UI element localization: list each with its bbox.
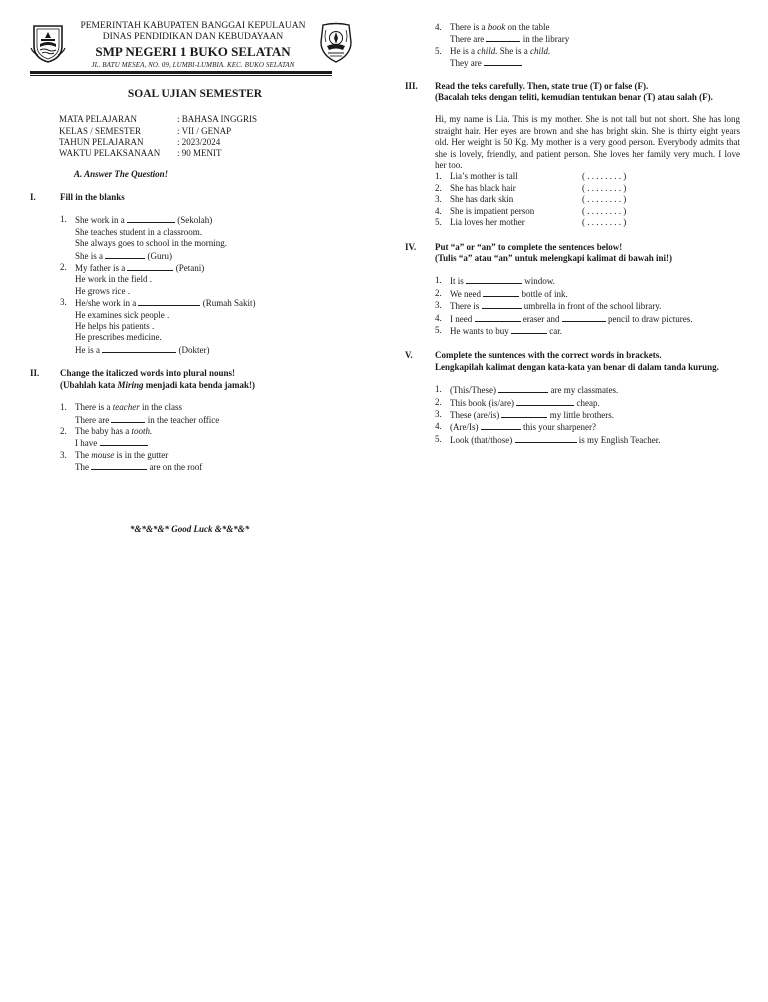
question-item: [60, 214, 340, 262]
left-column: [30, 20, 340, 474]
answer-blank[interactable]: [102, 344, 176, 353]
section-body: [435, 81, 740, 229]
exam-title: SOAL UJIAN SEMESTER: [127, 88, 263, 100]
answer-blank[interactable]: [562, 313, 606, 322]
question-text-part: She is a: [75, 250, 103, 261]
question-number: 1.: [435, 275, 442, 286]
italic-word: child.: [477, 45, 498, 56]
section-3: [405, 81, 740, 229]
statement-text: She is impatient person: [450, 205, 535, 216]
question-text-part: in the teacher office: [147, 414, 220, 425]
question-text: [75, 297, 340, 356]
question-text-part: They are: [450, 58, 482, 69]
question-number: 3.: [60, 449, 67, 460]
question-item: [60, 402, 340, 426]
instruction: A. Answer The Question!: [74, 168, 169, 179]
info-value: : 2023/2024: [177, 137, 221, 147]
section-1: [30, 192, 340, 356]
true-false-item: [435, 194, 740, 205]
question-text: [450, 22, 740, 46]
question-text: [450, 384, 740, 396]
section-2-continued: [435, 22, 740, 70]
question-text-part: There is a: [75, 402, 111, 413]
question-text-part: pencil to draw pictures.: [607, 313, 693, 324]
answer-blank[interactable]: [127, 214, 175, 223]
answer-blank[interactable]: [501, 409, 547, 418]
info-value: : BAHASA INGGRIS: [177, 114, 258, 125]
tut-wuri-handayani-emblem-icon: [318, 22, 354, 64]
question-text-part: in the class: [141, 402, 182, 413]
info-row: [59, 114, 340, 125]
question-item: [60, 426, 340, 450]
question-text-part: There are: [450, 34, 485, 45]
question-item: [60, 450, 340, 474]
answer-blank[interactable]: [515, 434, 577, 443]
info-value: : VII / GENAP: [177, 125, 232, 136]
question-line: He grows rice .: [75, 285, 130, 296]
question-number: 2.: [435, 182, 442, 193]
question-text-part: There is a: [450, 22, 486, 32]
question-item: [435, 46, 740, 70]
right-column: [405, 22, 740, 446]
question-text: [75, 262, 340, 297]
question-text-part: These (are/is): [450, 409, 500, 420]
question-item: [435, 313, 740, 325]
section-body: [60, 192, 340, 356]
answer-blank[interactable]: [100, 437, 148, 446]
section-number: II.: [30, 368, 40, 379]
question-text-part: on the table: [507, 22, 550, 32]
answer-blank[interactable]: [484, 57, 522, 66]
section-number: I.: [30, 192, 36, 202]
question-number: 2.: [435, 396, 442, 407]
italic-word: child.: [530, 45, 551, 56]
section-subtitle: (Tulis “a” atau “an” untuk melengkapi kalimat di bawah ini!): [435, 252, 672, 263]
question-number: 5.: [435, 45, 442, 56]
question-number: 1.: [60, 214, 67, 225]
answer-blank[interactable]: [105, 250, 145, 259]
section-title: Read the teks carefully. Then, state true (T) or false (F).: [435, 80, 649, 91]
question-number: 4.: [435, 22, 442, 32]
question-hint: (Dokter): [178, 344, 210, 355]
question-text-part: He is a: [75, 344, 100, 355]
question-text: [75, 450, 340, 474]
section-subtitle: Lengkapilah kalimat dengan kata-kata yan benar di dalam tanda kurung.: [435, 361, 719, 372]
question-text-part: Look (that/those): [450, 434, 513, 445]
question-item: [435, 300, 740, 312]
question-text-part: bottle of ink.: [521, 288, 568, 299]
question-number: 4.: [435, 421, 442, 432]
question-text: [450, 275, 740, 287]
subtitle-italic: Miring: [117, 379, 144, 390]
question-hint: (Petani): [175, 263, 205, 274]
question-text: [450, 434, 740, 446]
info-label: MATA PELAJARAN: [59, 114, 138, 125]
info-row: [59, 137, 340, 148]
info-row: [59, 126, 340, 137]
question-text-part: The baby has a: [75, 425, 130, 436]
question-text: [75, 426, 340, 450]
answer-blank[interactable]: [127, 262, 173, 271]
section-body: [435, 350, 740, 446]
question-text-part: I need: [450, 313, 473, 324]
question-text: [450, 397, 740, 409]
question-text-part: (This/These): [450, 385, 496, 396]
question-item: [435, 397, 740, 409]
info-label: TAHUN PELAJARAN: [59, 137, 144, 147]
question-item: [435, 22, 740, 46]
question-text: [450, 421, 740, 433]
question-text-part: are my classmates.: [550, 385, 619, 396]
question-text-part: He is a: [450, 45, 475, 56]
question-hint: (Sekolah): [177, 215, 213, 226]
answer-slot[interactable]: ( . . . . . . . . ): [582, 182, 627, 193]
italic-word: mouse: [91, 449, 115, 460]
question-text: [450, 288, 740, 300]
section-subtitle: (Bacalah teks dengan teliti, kemudian tentukan benar (T) atau salah (F).: [435, 92, 713, 103]
question-text-part: cheap.: [576, 397, 600, 408]
question-text-part: my little brothers.: [549, 409, 614, 420]
question-item: [435, 421, 740, 433]
section-subtitle: [60, 380, 340, 391]
question-text-part: There is: [450, 301, 480, 312]
true-false-item: [435, 217, 740, 228]
school-name: SMP NEGERI 1 BUKO SELATAN: [95, 44, 291, 59]
question-text-part: The: [75, 462, 89, 473]
answer-blank[interactable]: [498, 384, 548, 393]
question-number: 1.: [435, 384, 442, 395]
regency-emblem-icon: [30, 22, 66, 64]
question-number: 5.: [435, 217, 442, 228]
question-text: [75, 402, 340, 426]
question-text: [450, 313, 740, 325]
question-text-part: There are: [75, 414, 110, 425]
subtitle-part: (Ubahlah kata: [60, 379, 116, 390]
section-number: V.: [405, 350, 413, 361]
letterhead-rule-thick: [30, 71, 332, 74]
question-text-part: car.: [549, 325, 562, 336]
section-4: [405, 242, 740, 338]
question-number: 4.: [435, 205, 442, 216]
question-text-part: is my English Teacher.: [578, 434, 661, 445]
question-text: [450, 46, 740, 70]
section-number: III.: [405, 80, 418, 91]
question-number: 5.: [435, 324, 442, 335]
section-number: IV.: [405, 241, 417, 252]
question-text-part: (Are/Is): [450, 422, 479, 433]
question-text-part: My father is a: [75, 263, 126, 274]
question-number: 5.: [435, 433, 442, 444]
answer-blank[interactable]: [516, 397, 574, 406]
question-item: [435, 325, 740, 337]
question-number: 4.: [435, 312, 442, 323]
italic-word: tooth.: [131, 425, 153, 436]
italic-word: book: [487, 22, 506, 32]
statement-text: She has black hair: [450, 182, 516, 193]
good-luck-footer: *&*&*&* Good Luck &*&*&*: [130, 524, 250, 534]
question-text: [450, 409, 740, 421]
letterhead-rule-thin: [30, 75, 332, 76]
question-line: He work in the field .: [75, 274, 152, 285]
subtitle-part: menjadi kata benda jamak!): [145, 379, 256, 390]
question-number: 2.: [60, 425, 67, 436]
question-text-part: She is a: [499, 45, 528, 56]
question-number: 3.: [435, 194, 442, 205]
true-false-item: [435, 183, 740, 194]
info-row: [59, 148, 340, 159]
question-text: [450, 325, 740, 337]
question-text-part: This book (is/are): [450, 397, 514, 408]
answer-blank[interactable]: [91, 461, 147, 470]
section-title: Put “a” or “an” to complete the sentences below!: [435, 241, 623, 252]
reading-passage: Hi, my name is Lia. This is my mother. She is not tall but not short. She has long straight hair. Her eyes are brown and she has bright skin. She is thirty eight years old. Her weight is 50 Kg. My mother is a very good person. Everybody admits that she is lovely, friendly, and patient person. She loves her family very much. I love her too.: [435, 114, 740, 171]
letterhead-line-1: PEMERINTAH KABUPATEN BANGGAI KEPULAUAN: [80, 21, 306, 31]
question-text-part: I have: [75, 438, 98, 449]
answer-slot[interactable]: ( . . . . . . . . ): [582, 217, 627, 228]
answer-blank[interactable]: [138, 297, 200, 306]
exam-info: [59, 114, 340, 159]
question-line: She always goes to school in the morning.: [75, 238, 227, 249]
section-title: Fill in the blanks: [60, 192, 125, 202]
question-hint: (Rumah Sakit): [202, 298, 256, 309]
answer-blank[interactable]: [483, 288, 519, 297]
info-label: KELAS / SEMESTER: [59, 125, 142, 136]
italic-word: teacher: [112, 402, 140, 413]
question-text-part: It is: [450, 276, 464, 287]
question-text-part: The: [75, 449, 89, 460]
question-item: [60, 297, 340, 356]
answer-blank[interactable]: [486, 33, 520, 42]
question-number: 2.: [60, 262, 67, 273]
letterhead: [30, 20, 340, 76]
section-title: Complete the suntences with the correct words in brackets.: [435, 350, 662, 361]
question-text-part: eraser and: [522, 313, 560, 324]
question-number: 3.: [435, 300, 442, 311]
question-line: She teaches student in a classroom.: [75, 226, 202, 237]
question-text-part: window.: [524, 276, 555, 287]
question-text-part: umbrella in front of the school library.: [523, 301, 662, 312]
answer-slot[interactable]: ( . . . . . . . . ): [582, 205, 627, 216]
letterhead-line-2: DINAS PENDIDIKAN DAN KEBUDAYAAN: [102, 32, 284, 42]
info-value: : 90 MENIT: [177, 148, 222, 159]
section-body: [60, 368, 340, 473]
question-item: [60, 262, 340, 297]
answer-blank[interactable]: [466, 275, 522, 284]
answer-blank[interactable]: [111, 414, 145, 423]
question-line: He helps his patients .: [75, 321, 155, 332]
question-text: [75, 214, 340, 262]
question-line: He examines sick people .: [75, 309, 170, 320]
question-item: [435, 434, 740, 446]
answer-blank[interactable]: [475, 313, 521, 322]
question-text-part: He wants to buy: [450, 325, 509, 336]
statement-text: Lia loves her mother: [450, 217, 525, 228]
section-5: [405, 350, 740, 446]
question-item: [435, 288, 740, 300]
question-text-part: in the library: [522, 34, 570, 45]
question-number: 2.: [435, 287, 442, 298]
school-address: JL. BATU MESEA, NO. 09, LUMBI-LUMBIA. KEC. BUKO SELATAN: [91, 61, 295, 69]
question-hint: (Guru): [147, 250, 172, 261]
statement-text: Lia’s mother is tall: [450, 171, 518, 182]
question-item: [435, 409, 740, 421]
question-text: [450, 300, 740, 312]
question-text-part: We need: [450, 288, 482, 299]
info-label: WAKTU PELAKSANAAN: [59, 148, 161, 159]
section-2: [30, 368, 340, 473]
question-item: [435, 384, 740, 396]
statement-text: She has dark skin: [450, 194, 514, 205]
question-number: 3.: [60, 297, 67, 308]
question-text-part: He/she work in a: [75, 298, 137, 309]
answer-slot[interactable]: ( . . . . . . . . ): [582, 194, 627, 205]
question-item: [435, 275, 740, 287]
section-body: [435, 242, 740, 338]
question-number: 1.: [435, 171, 442, 182]
section-title: Change the italiczed words into plural nouns!: [60, 368, 236, 379]
answer-blank[interactable]: [511, 325, 547, 334]
answer-slot[interactable]: ( . . . . . . . . ): [582, 171, 627, 182]
question-number: 3.: [435, 408, 442, 419]
question-text-part: are on the roof: [149, 462, 203, 473]
answer-blank[interactable]: [482, 300, 522, 309]
question-number: 1.: [60, 402, 67, 413]
question-text-part: She work in a: [75, 215, 125, 226]
question-text-part: is in the gutter: [116, 449, 169, 460]
question-text-part: this your sharpener?: [523, 422, 596, 433]
true-false-item: [435, 171, 740, 182]
true-false-item: [435, 206, 740, 217]
answer-blank[interactable]: [481, 421, 521, 430]
question-line: He prescribes medicine.: [75, 332, 162, 343]
